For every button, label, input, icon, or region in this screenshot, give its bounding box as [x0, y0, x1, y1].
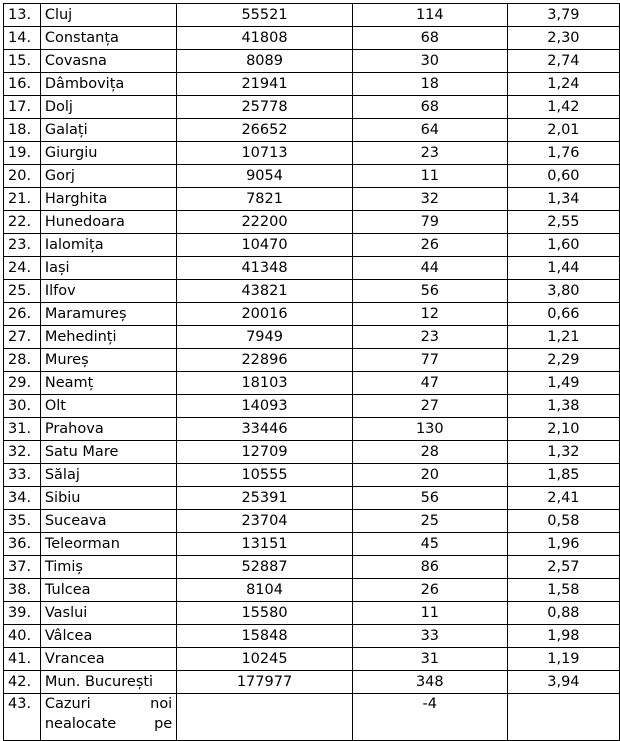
row-number: 41. — [4, 648, 41, 671]
county-name: Satu Mare — [40, 441, 176, 464]
incidence-rate-cell — [507, 694, 619, 741]
incidence-rate-cell: 3,94 — [507, 671, 619, 694]
county-name: Neamț — [40, 372, 176, 395]
new-cases-cell: 56 — [352, 487, 507, 510]
row-number: 32. — [4, 441, 41, 464]
row-number: 35. — [4, 510, 41, 533]
new-cases-cell: -4 — [352, 694, 507, 741]
new-cases-cell: 26 — [352, 579, 507, 602]
table-row — [4, 395, 620, 418]
incidence-rate-cell: 2,29 — [507, 349, 619, 372]
table-row — [4, 349, 620, 372]
table-row — [4, 326, 620, 349]
row-number: 38. — [4, 579, 41, 602]
incidence-rate-cell: 1,44 — [507, 257, 619, 280]
row-number: 28. — [4, 349, 41, 372]
total-cases-cell: 15580 — [177, 602, 353, 625]
row-number: 43. — [4, 694, 41, 741]
new-cases-cell: 28 — [352, 441, 507, 464]
new-cases-cell: 79 — [352, 211, 507, 234]
table-row — [4, 257, 620, 280]
new-cases-cell: 348 — [352, 671, 507, 694]
new-cases-cell: 20 — [352, 464, 507, 487]
incidence-rate-cell: 1,21 — [507, 326, 619, 349]
county-name: Vaslui — [40, 602, 176, 625]
table-row — [4, 533, 620, 556]
incidence-rate-cell: 0,88 — [507, 602, 619, 625]
total-cases-cell: 26652 — [177, 119, 353, 142]
incidence-rate-cell: 1,76 — [507, 142, 619, 165]
table-row — [4, 671, 620, 694]
incidence-rate-cell: 2,10 — [507, 418, 619, 441]
incidence-rate-cell: 0,66 — [507, 303, 619, 326]
new-cases-cell: 11 — [352, 602, 507, 625]
county-name: Galați — [40, 119, 176, 142]
new-cases-cell: 33 — [352, 625, 507, 648]
county-name: Maramureș — [40, 303, 176, 326]
new-cases-cell: 31 — [352, 648, 507, 671]
county-name: Tulcea — [40, 579, 176, 602]
row-number: 13. — [4, 4, 41, 27]
incidence-rate-cell: 1,49 — [507, 372, 619, 395]
county-name: Dâmbovița — [40, 73, 176, 96]
table-row-unallocated — [4, 694, 620, 741]
county-name: Cluj — [40, 4, 176, 27]
row-number: 40. — [4, 625, 41, 648]
row-number: 17. — [4, 96, 41, 119]
total-cases-cell: 22896 — [177, 349, 353, 372]
county-name: Sălaj — [40, 464, 176, 487]
table-row — [4, 142, 620, 165]
new-cases-cell: 11 — [352, 165, 507, 188]
row-number: 39. — [4, 602, 41, 625]
table-row — [4, 188, 620, 211]
row-number: 20. — [4, 165, 41, 188]
county-name — [40, 694, 176, 741]
table-row — [4, 73, 620, 96]
new-cases-cell: 44 — [352, 257, 507, 280]
row-number: 27. — [4, 326, 41, 349]
table-row — [4, 211, 620, 234]
table-row — [4, 165, 620, 188]
incidence-rate-cell: 3,80 — [507, 280, 619, 303]
incidence-rate-cell: 1,24 — [507, 73, 619, 96]
new-cases-cell: 77 — [352, 349, 507, 372]
incidence-rate-cell: 1,85 — [507, 464, 619, 487]
county-name: Covasna — [40, 50, 176, 73]
total-cases-cell: 7821 — [177, 188, 353, 211]
total-cases-cell: 55521 — [177, 4, 353, 27]
total-cases-cell: 12709 — [177, 441, 353, 464]
new-cases-cell: 23 — [352, 142, 507, 165]
row-number: 36. — [4, 533, 41, 556]
row-number: 37. — [4, 556, 41, 579]
total-cases-cell: 15848 — [177, 625, 353, 648]
row-number: 31. — [4, 418, 41, 441]
row-number: 30. — [4, 395, 41, 418]
total-cases-cell: 41808 — [177, 27, 353, 50]
incidence-rate-cell: 1,58 — [507, 579, 619, 602]
row-number: 24. — [4, 257, 41, 280]
total-cases-cell: 52887 — [177, 556, 353, 579]
total-cases-cell: 22200 — [177, 211, 353, 234]
county-name: Teleorman — [40, 533, 176, 556]
label-word: Cazuri — [44, 696, 91, 712]
total-cases-cell: 18103 — [177, 372, 353, 395]
table-row — [4, 441, 620, 464]
county-name: Ilfov — [40, 280, 176, 303]
table-row — [4, 464, 620, 487]
total-cases-cell: 9054 — [177, 165, 353, 188]
row-number: 15. — [4, 50, 41, 73]
county-name: Constanța — [40, 27, 176, 50]
incidence-rate-cell: 2,57 — [507, 556, 619, 579]
county-name: Vrancea — [40, 648, 176, 671]
row-number: 18. — [4, 119, 41, 142]
county-name: Mehedinți — [40, 326, 176, 349]
row-number: 21. — [4, 188, 41, 211]
incidence-rate-cell: 1,34 — [507, 188, 619, 211]
county-name: Mureș — [40, 349, 176, 372]
table-row — [4, 418, 620, 441]
new-cases-cell: 27 — [352, 395, 507, 418]
county-name: Timiș — [40, 556, 176, 579]
table-row — [4, 602, 620, 625]
incidence-rate-cell: 1,98 — [507, 625, 619, 648]
county-name: Giurgiu — [40, 142, 176, 165]
table-row — [4, 280, 620, 303]
county-name: Olt — [40, 395, 176, 418]
county-name: Iași — [40, 257, 176, 280]
total-cases-cell: 20016 — [177, 303, 353, 326]
total-cases-cell: 10555 — [177, 464, 353, 487]
incidence-rate-cell: 0,58 — [507, 510, 619, 533]
new-cases-cell: 68 — [352, 27, 507, 50]
row-number: 23. — [4, 234, 41, 257]
county-name: Ialomița — [40, 234, 176, 257]
total-cases-cell: 25391 — [177, 487, 353, 510]
row-number: 42. — [4, 671, 41, 694]
county-name: Suceava — [40, 510, 176, 533]
new-cases-cell: 64 — [352, 119, 507, 142]
incidence-rate-cell: 2,41 — [507, 487, 619, 510]
table-row — [4, 119, 620, 142]
new-cases-cell: 25 — [352, 510, 507, 533]
label-word: noi — [150, 696, 173, 712]
incidence-rate-cell: 2,74 — [507, 50, 619, 73]
total-cases-cell: 8089 — [177, 50, 353, 73]
county-name: Gorj — [40, 165, 176, 188]
county-name: Mun. București — [40, 671, 176, 694]
incidence-rate-cell: 2,55 — [507, 211, 619, 234]
total-cases-cell: 43821 — [177, 280, 353, 303]
new-cases-cell: 23 — [352, 326, 507, 349]
county-name: Sibiu — [40, 487, 176, 510]
new-cases-cell: 47 — [352, 372, 507, 395]
incidence-rate-cell: 2,30 — [507, 27, 619, 50]
incidence-rate-cell: 1,19 — [507, 648, 619, 671]
table-row — [4, 303, 620, 326]
new-cases-cell: 26 — [352, 234, 507, 257]
incidence-rate-cell: 1,42 — [507, 96, 619, 119]
table-row — [4, 27, 620, 50]
table-row — [4, 510, 620, 533]
incidence-rate-cell: 3,79 — [507, 4, 619, 27]
label-word: pe — [154, 716, 173, 732]
incidence-rate-cell: 1,96 — [507, 533, 619, 556]
row-number: 33. — [4, 464, 41, 487]
total-cases-cell: 23704 — [177, 510, 353, 533]
table-row — [4, 487, 620, 510]
table-body — [4, 4, 620, 741]
table-row — [4, 372, 620, 395]
incidence-rate-cell: 0,60 — [507, 165, 619, 188]
total-cases-cell: 8104 — [177, 579, 353, 602]
total-cases-cell: 10470 — [177, 234, 353, 257]
table-row — [4, 96, 620, 119]
row-number: 29. — [4, 372, 41, 395]
label-word: nealocate — [44, 716, 117, 732]
total-cases-cell — [177, 694, 353, 741]
new-cases-cell: 45 — [352, 533, 507, 556]
county-name: Dolj — [40, 96, 176, 119]
table-row — [4, 4, 620, 27]
county-name: Prahova — [40, 418, 176, 441]
total-cases-cell: 25778 — [177, 96, 353, 119]
row-number: 22. — [4, 211, 41, 234]
table-row — [4, 234, 620, 257]
row-number: 14. — [4, 27, 41, 50]
new-cases-cell: 56 — [352, 280, 507, 303]
total-cases-cell: 41348 — [177, 257, 353, 280]
county-name: Vâlcea — [40, 625, 176, 648]
new-cases-cell: 86 — [352, 556, 507, 579]
new-cases-cell: 68 — [352, 96, 507, 119]
total-cases-cell: 10245 — [177, 648, 353, 671]
row-number: 25. — [4, 280, 41, 303]
total-cases-cell: 177977 — [177, 671, 353, 694]
county-name: Hunedoara — [40, 211, 176, 234]
table-row — [4, 625, 620, 648]
incidence-rate-cell: 1,38 — [507, 395, 619, 418]
total-cases-cell: 13151 — [177, 533, 353, 556]
total-cases-cell: 10713 — [177, 142, 353, 165]
table-row — [4, 579, 620, 602]
total-cases-cell: 14093 — [177, 395, 353, 418]
table-row — [4, 556, 620, 579]
new-cases-cell: 114 — [352, 4, 507, 27]
new-cases-cell: 130 — [352, 418, 507, 441]
incidence-rate-cell: 2,01 — [507, 119, 619, 142]
row-number: 16. — [4, 73, 41, 96]
total-cases-cell: 7949 — [177, 326, 353, 349]
county-cases-table — [3, 3, 620, 741]
incidence-rate-cell: 1,32 — [507, 441, 619, 464]
row-number: 26. — [4, 303, 41, 326]
row-number: 19. — [4, 142, 41, 165]
total-cases-cell: 33446 — [177, 418, 353, 441]
incidence-rate-cell: 1,60 — [507, 234, 619, 257]
new-cases-cell: 30 — [352, 50, 507, 73]
row-number: 34. — [4, 487, 41, 510]
table-row — [4, 648, 620, 671]
table-row — [4, 50, 620, 73]
county-name: Harghita — [40, 188, 176, 211]
new-cases-cell: 12 — [352, 303, 507, 326]
new-cases-cell: 32 — [352, 188, 507, 211]
total-cases-cell: 21941 — [177, 73, 353, 96]
new-cases-cell: 18 — [352, 73, 507, 96]
